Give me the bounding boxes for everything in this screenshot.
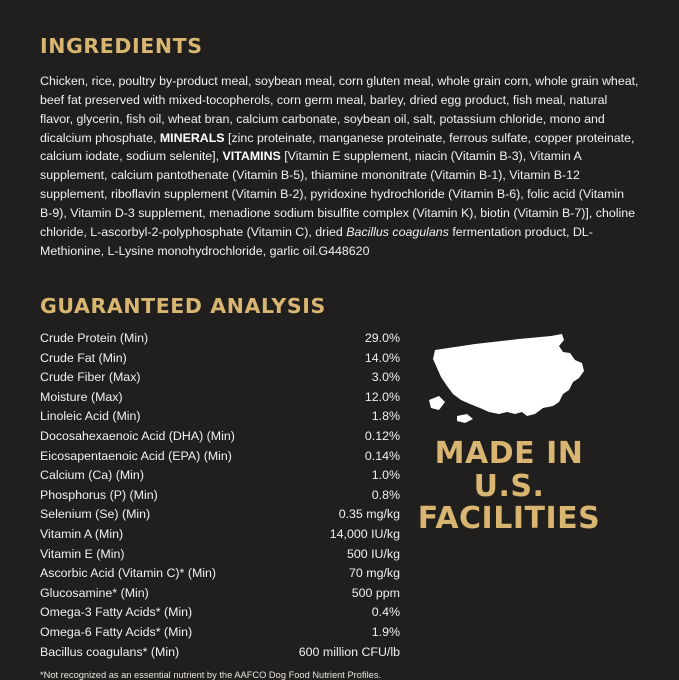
nutrient-value: 3.0% <box>371 370 400 385</box>
nutrient-name: Calcium (Ca) (Min) <box>40 468 144 483</box>
nutrient-name: Crude Fat (Min) <box>40 350 127 365</box>
table-row <box>40 544 400 564</box>
made-in-usa-text <box>397 438 621 535</box>
table-row <box>40 642 400 662</box>
nutrient-value: 0.35 mg/kg <box>338 507 400 522</box>
table-row <box>40 368 400 388</box>
nutrient-name: Docosahexaenoic Acid (DHA) (Min) <box>40 429 235 443</box>
ingredients-text-part2: [zinc proteinate, manganese proteinate, ferrous sulfate, copper proteinate, calcium iodate, sodium selenite], <box>40 130 635 164</box>
table-row <box>40 407 400 427</box>
nutrient-name: Moisture (Max) <box>40 389 123 404</box>
badge-line-2: U.S. <box>473 468 545 504</box>
guaranteed-analysis-table-body <box>40 328 400 661</box>
minerals-label: MINERALS <box>159 130 225 145</box>
table-row <box>40 466 400 486</box>
made-in-usa-badge <box>397 330 621 535</box>
ingredients-text-part1: Chicken, rice, poultry by-product meal, soybean meal, corn gluten meal, whole grain corn, whole grain wheat, beef fat preserved with mixed-tocopherols, corn germ meal, barley, dried egg product, fish meal, natural flavor, glycerin, fish oil, wheat bran, calcium carbonate, soybean oil, salt, potassium chloride, mono and dicalcium phosphate, <box>40 74 639 145</box>
vitamins-label: VITAMINS <box>222 149 281 164</box>
nutrient-name: Phosphorus (P) (Min) <box>40 487 158 502</box>
guaranteed-analysis-table <box>40 328 400 661</box>
nutrient-name: Selenium (Se) (Min) <box>40 507 151 522</box>
nutrient-value: 1.9% <box>371 624 400 639</box>
aafco-footnote: *Not recognized as an essential nutrient by the AAFCO Dog Food Nutrient Profiles. <box>40 669 382 680</box>
badge-line-3: FACILITIES <box>417 501 601 537</box>
table-row <box>40 387 400 407</box>
ingredients-title: INGREDIENTS <box>40 34 203 58</box>
table-row <box>40 622 400 642</box>
ingredients-text <box>40 72 639 260</box>
nutrient-value: 0.4% <box>371 605 400 620</box>
nutrient-value: 0.14% <box>364 448 400 463</box>
nutrient-name: Linoleic Acid (Min) <box>40 409 141 424</box>
table-row <box>40 328 400 348</box>
table-row <box>40 348 400 368</box>
guaranteed-analysis-section <box>40 294 639 679</box>
nutrient-value: 29.0% <box>364 331 400 346</box>
nutrient-name: Glucosamine* (Min) <box>40 585 149 600</box>
table-row <box>40 505 400 525</box>
nutrient-value: 500 ppm <box>351 585 400 600</box>
nutrient-value: 12.0% <box>364 389 400 404</box>
table-row <box>40 426 400 446</box>
table-row <box>40 524 400 544</box>
nutrient-name: Bacillus coagulans* (Min) <box>40 644 180 659</box>
nutrient-value: 0.8% <box>371 487 400 502</box>
nutrient-value: 70 mg/kg <box>349 566 400 581</box>
guaranteed-analysis-title: GUARANTEED ANALYSIS <box>40 294 326 319</box>
table-row <box>40 603 400 623</box>
nutrient-name: Vitamin A (Min) <box>40 526 124 541</box>
nutrient-value: 14.0% <box>364 350 400 365</box>
nutrient-value: 1.0% <box>371 468 400 483</box>
nutrient-value: 1.8% <box>371 409 400 424</box>
ingredients-text-part4: fermentation product, DL-Methionine, L-Lysine monohydrochloride, garlic oil.G448620 <box>40 224 593 258</box>
nutrient-name: Vitamin E (Min) <box>40 546 125 561</box>
nutrient-name: Crude Fiber (Max) <box>40 370 141 385</box>
nutrient-name: Crude Protein (Min) <box>40 331 149 346</box>
table-row <box>40 583 400 603</box>
nutrient-value: 500 IU/kg <box>346 546 400 561</box>
usa-map-icon <box>423 330 595 426</box>
badge-line-1: MADE IN <box>434 436 584 472</box>
table-row <box>40 446 400 466</box>
nutrient-value: 0.12% <box>364 429 400 443</box>
nutrient-name: Ascorbic Acid (Vitamin C)* (Min) <box>40 566 217 581</box>
nutrient-name: Omega-3 Fatty Acids* (Min) <box>40 605 193 620</box>
ingredients-text-part3: [Vitamin E supplement, niacin (Vitamin B-3), Vitamin A supplement, calcium pantothenate (Vitamin B-5), thiamine mononitrate (Vitamin B-1), Vitamin B-12 supplement, riboflavin supplement (Vitamin B-2), pyridoxine hydrochloride (Vitamin B-6), folic acid (Vitamin B-9), Vitamin D-3 supplement, menadione sodium bisulfite complex (Vitamin K), biotin (Vitamin B-7)], choline chloride, L-ascorbyl-2-polyphosphate (Vitamin C), dried <box>40 149 636 239</box>
nutrient-value: 600 million CFU/lb <box>298 644 400 659</box>
table-row <box>40 564 400 584</box>
table-row <box>40 485 400 505</box>
bacillus-coagulans-italic: Bacillus coagulans <box>346 224 449 239</box>
nutrient-name: Omega-6 Fatty Acids* (Min) <box>40 624 193 639</box>
nutrient-value: 14,000 IU/kg <box>329 526 400 541</box>
nutrient-name: Eicosapentaenoic Acid (EPA) (Min) <box>40 448 232 463</box>
